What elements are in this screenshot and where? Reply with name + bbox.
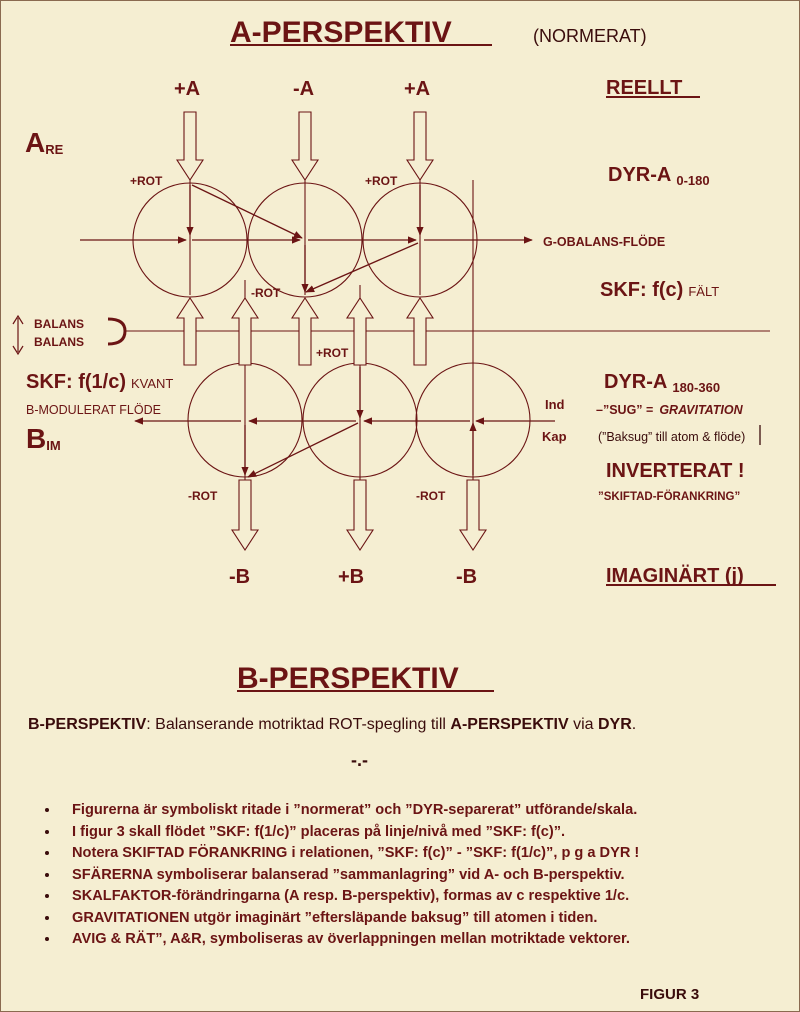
balans-top: BALANS [34,317,84,331]
list-item: • GRAVITATIONEN utgör imaginärt ”eftersläpande baksug” till atomen i tiden. [60,908,639,930]
top-label-1: +A [174,78,201,100]
rot-plus-3: +ROT [316,346,349,360]
list-item: • I figur 3 skall flödet ”SKF: f(1/c)” placeras på linje/nivå med ”SKF: f(c)”. [60,822,639,844]
figure-label: FIGUR 3 [640,986,700,1003]
notes-list [40,800,639,951]
list-item: • SKALFAKTOR-förändringarna (A resp. B-perspektiv), formas av c respektive 1/c. [60,886,639,908]
skf-c-label: SKF: f(c) FÄLT [600,279,720,301]
bottom-label-1: -B [229,566,251,588]
baksug-label: (”Baksug” till atom & flöde) [598,430,746,444]
b-modulerat-label: B-MODULERAT FLÖDE [26,403,161,417]
top-label-2: -A [293,78,315,100]
dyr-a2-label: DYR-A $_{180-360}$ [604,371,721,395]
b-perspektiv-description [28,716,636,734]
sug-label: –”SUG” = GRAVITATION [596,403,743,417]
arrow-down-b2 [347,480,373,550]
skf-1c-label: SKF: f(1/c) KVANT [26,371,174,393]
list-item: • Figurerna är symboliskt ritade i ”normerat” och ”DYR-separerat” utförande/skala. [60,800,639,822]
b-perspektiv-title: B-PERSPEKTIV [237,662,459,695]
are-label: ARE [25,127,64,158]
bim-label: BIM [26,423,61,454]
b-line-part-5: DYR [597,716,632,733]
rot-plus-1: +ROT [130,174,163,188]
imaginart-label: IMAGINÄRT (j) [606,565,744,587]
ind-label: Ind [545,397,565,412]
balans-bottom: BALANS [34,335,84,349]
top-label-3: +A [404,78,431,100]
rot-plus-2: +ROT [365,174,398,188]
rot-minus-top: -ROT [251,286,281,300]
rot-minus-1: -ROT [188,489,218,503]
kap-label: Kap [542,429,567,444]
arrow-down-a1 [177,112,203,180]
skiftad-label: ”SKIFTAD-FÖRANKRING” [598,491,741,503]
arrow-down-a3 [407,112,433,180]
b-line-part-6: . [631,716,637,733]
separator: -.- [351,750,368,770]
title-note: (NORMERAT) [533,26,647,46]
reellt-label: REELLT [606,77,683,99]
b-line-part-3: A-PERSPEKTIV [450,716,569,733]
bottom-label-3: -B [456,566,478,588]
list-item: • SFÄRERNA symboliserar balanserad ”sammanlagring” vid A- och B-perspektiv. [60,865,639,887]
bottom-label-2: +B [338,566,365,588]
arrow-down-a2 [292,112,318,180]
list-item: • AVIG & RÄT”, A&R, symboliseras av överlappningen mellan motriktade vektorer. [60,929,639,951]
arrow-down-b1 [232,480,258,550]
page-title: A-PERSPEKTIV [230,16,452,49]
b-line-part-1: B-PERSPEKTIV [28,716,147,733]
g-obalans-label: G-OBALANS-FLÖDE [543,235,666,249]
inverterat-label: INVERTERAT ! [606,460,745,482]
rot-minus-2: -ROT [416,489,446,503]
b-line-part-2: : Balanserande motriktad ROT-spegling till [146,716,451,733]
arrow-down-b3 [460,480,486,550]
list-item: • Notera SKIFTAD FÖRANKRING i relationen, ”SKF: f(c)” - ”SKF: f(1/c)”, p g a DYR ! [60,843,639,865]
b-line-part-4: via [568,716,598,733]
dyr-a-label: DYR-A $_{0-180}$ [608,164,710,188]
